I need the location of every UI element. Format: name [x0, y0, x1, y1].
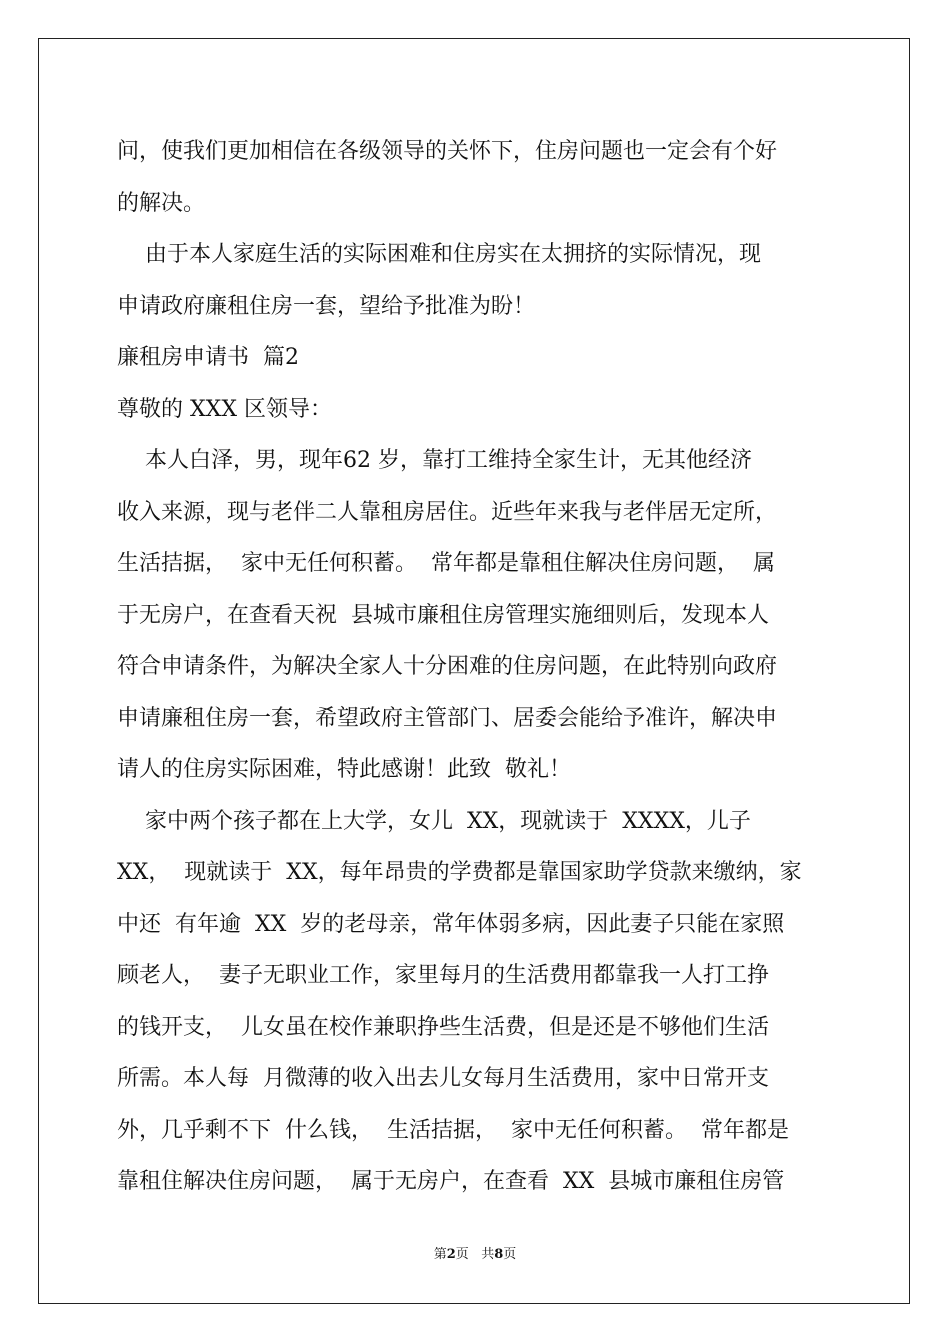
text-line: 的解决。	[117, 190, 206, 216]
text-line: 中还 有年逾 XX 岁的老母亲，常年体弱多病，因此妻子只能在家照	[117, 911, 785, 937]
text-line: 外，几乎剩不下 什么钱， 生活拮据， 家中无任何积蓄。 常年都是	[117, 1117, 789, 1143]
text-line: 问，使我们更加相信在各级领导的关怀下，住房问题也一定会有个好	[117, 139, 778, 164]
text-line: 符合申请条件，为解决全家人十分困难的住房问题，在此特别向政府	[117, 654, 778, 679]
text-line: 顾老人， 妻子无职业工作，家里每月的生活费用都靠我一人打工挣	[117, 963, 769, 988]
page-footer	[0, 1246, 950, 1264]
salutation: 尊敬的 XXX 区领导：	[117, 396, 332, 422]
page-number: 2	[446, 1247, 456, 1262]
page-label-suffix: 页 共	[455, 1247, 495, 1262]
text-line: 本人白泽，男，现年62 岁，靠打工维持全家生计，无其他经济	[117, 448, 752, 473]
text-line: 的钱开支， 儿女虽在校作兼职挣些生活费，但是还是不够他们生活	[117, 1014, 769, 1040]
text-line: 家中两个孩子都在上大学，女儿 XX，现就读于 XXXX，儿子	[117, 808, 751, 834]
text-line: 所需。本人每 月微薄的收入出去儿女每月生活费用，家中日常开支	[117, 1066, 769, 1091]
section-heading: 廉租房申请书 篇2	[117, 345, 299, 370]
text-line: 生活拮据， 家中无任何积蓄。 常年都是靠租住解决住房问题， 属	[117, 551, 775, 576]
page-label-prefix: 第	[433, 1247, 447, 1262]
text-line: 于无房户，在查看天祝 县城市廉租住房管理实施细则后，发现本人	[117, 602, 769, 628]
text-line: 申请政府廉租住房一套，望给予批准为盼！	[117, 293, 536, 319]
text-line: 请人的住房实际困难，特此感谢！此致 敬礼！	[117, 757, 571, 782]
total-pages: 8	[494, 1247, 504, 1262]
text-line: 申请廉租住房一套，希望政府主管部门、居委会能给予准许，解决申	[117, 705, 778, 731]
text-line: XX， 现就读于 XX，每年昂贵的学费都是靠国家助学贷款来缴纳，家	[117, 860, 802, 885]
text-line: 收入来源，现与老伴二人靠租房居住。近些年来我与老伴居无定所，	[117, 499, 778, 525]
document-body	[117, 126, 837, 1208]
text-line: 由于本人家庭生活的实际困难和住房实在太拥挤的实际情况，现	[117, 242, 761, 267]
total-label-suffix: 页	[503, 1247, 517, 1262]
text-line: 靠租住解决住房问题， 属于无房户，在查看 XX 县城市廉租住房管	[117, 1169, 785, 1194]
